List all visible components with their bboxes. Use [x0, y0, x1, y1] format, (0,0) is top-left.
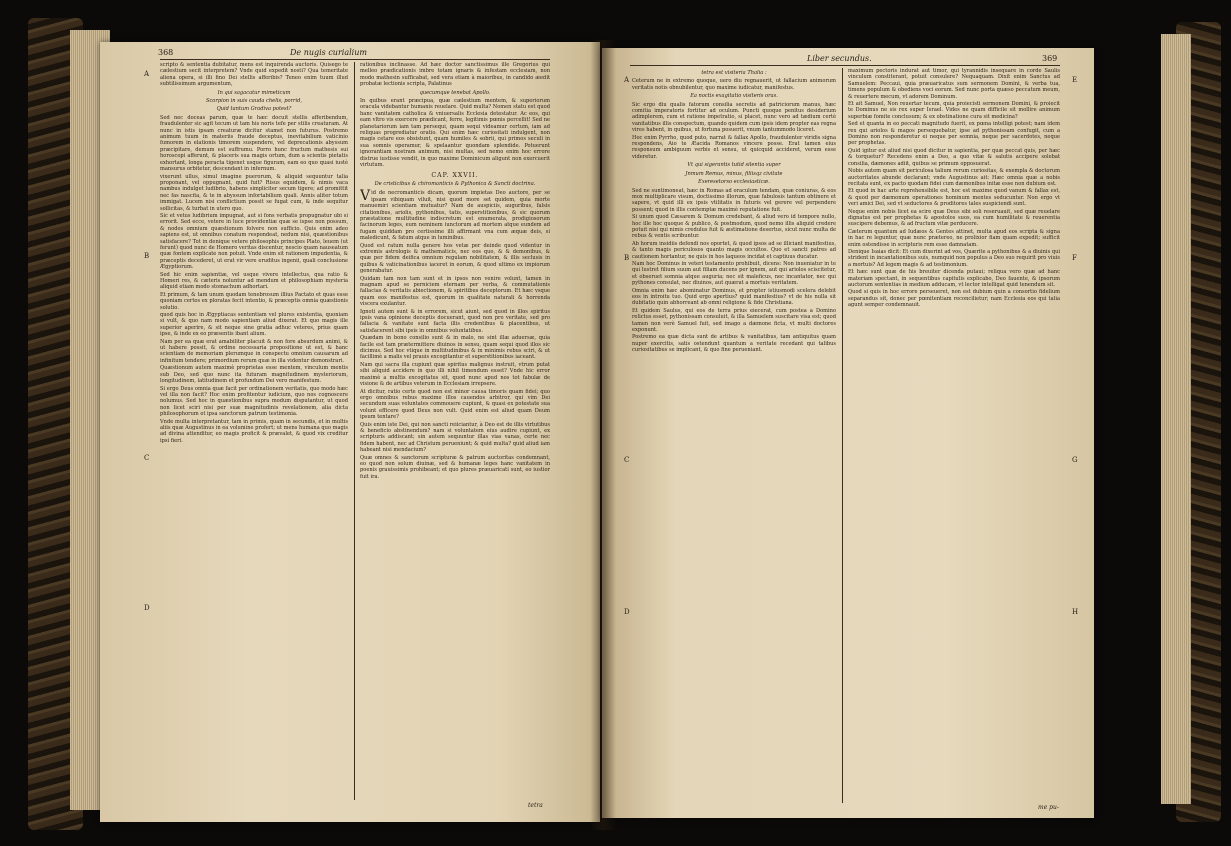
margin-letter-a-right: A	[624, 76, 630, 84]
text-para: In quibus erant præcipua, quæ cælestium mentem, & superiorum oracula videbantur humanis reuelare. Quid multa? Nomen statu est quod hanc vanitatem catholica & vniuersalis Ecclesia detestatur. Ac eos, qui eam vltro vis exercere prædicant, ferre, legitimis pœnis percellit! Sed ne planetariorum iam tam persequi, quam sequi videamur certum, iam ad reliquas progrediatur oratio. Qui enim hæc curiositati indulgent, non magis cetare eos obsistunt, quam humiles & sobrii, qui primos seculi in sua somnis operamur, & spelaantur quondam splendide. Potuerunt ignorantiam nostram animum, nisi multas, sed nemo enim hoc errore distrue iustisse vendit, in quo maxime Dominicum aligunt non exercuerit virtutum.	[360, 98, 550, 169]
margin-letter-c-right: C	[624, 456, 630, 464]
text-heading: Quid tantum Gradiva potest?	[216, 106, 292, 113]
text-para: Sed ne suntimoneat, hæc in Romas ad oraculum tendam, quæ coniuras, & eos mox multiplicare visum, doctissimo illorum, quæ fabulosis tantum obtinere et sapere, vt quid illi ex ipsis vtilitatis in futuris vel gerere vel perpendere possent; quod in illis contemptæ maximè reputatione fuit.	[632, 187, 836, 213]
text-heading: Ea noctis exagitatio visiteris oras.	[690, 93, 778, 100]
text-heading: Scorpion in suis cauda chelis, porrid,	[205, 98, 303, 105]
text-para: Postremo ea quæ dicta sunt de artibus & vanitatibus, tam antiquitus quam nuper exercitis, satis ostendunt quantum a veritate recedant qui talibus curiositatibus se implicant, & quo fine perueniant.	[632, 334, 836, 354]
right-page-column-1	[632, 68, 836, 800]
left-running-head: De nugis curialium	[290, 48, 367, 57]
text-para: Sed hic enim sapientiæ, vel usque vivere intellectus, qua ratio & Homeri res, & cæteris noluntur ad mendum et philosophiam mysteria aliquid etiam modo stomachum adhortari.	[160, 271, 348, 291]
text-para: Et quidem Saulus, qui eos de terra prius eiecerat, cum postea a Domino relictus esset, pythonissam consuluit, & illa Samuelem suscitare visa est; quod tamen non verè Samuel fuit, sed imago a dæmone ficta, vt multi doctores exponunt.	[632, 307, 836, 334]
text-heading: Vt qui sigerantis tutid silentia super	[687, 162, 781, 169]
text-para: Sic ergo diu qualis fatorum consilia secretis ad patriciorum manus, hæc comitia imperatoris fortitur ad oculum. Puncti quoque penitus desiderium adimplerem, cum et ratione impetratio, si placet, nunc vero ad tædium certè vanitatibus illis conspectum, quando quidem cum ipsis idem propter eas regna vires habent, in quibus, ut fortuna posuerit, vnum tantummodo liceret.	[632, 101, 836, 134]
text-para: Quid igitur est aliud nisi quod dicitur in sapientia, per quæ peccat quis, per hæc & torquetur? Recedens enim a Deo, a quo vitæ & salutis accipere solebat consilia, dæmones adiit, quibus se primum opposuerat.	[848, 147, 1060, 167]
text-title: De cristicibus & chiromanticis & Pythonica & Sancti doctrina.	[374, 180, 536, 187]
text-para: Cæterum quantum ad Iudæos & Gentes attinet, multa apud eos scripta & signa in hac re leguntur, quæ nunc prætereo, ne prolixior fiam quam expedit; sufficit enim ostendisse in scripturis rem esse damnatam.	[848, 228, 1060, 248]
right-page	[602, 48, 1094, 818]
text-para: Quidam tam non tam sunt et in ipsos non venire volunt, tamen in magnam apud se perniciem eternam per verba, & commutationis fallacias & veritatis abiectionem, & spiritibus deceptorum. Et hæc vsque quam eos manifestus est, quorum in qualitate naturali & horrenda viscera exulantur.	[360, 275, 550, 308]
text-para: Quædam in bono consilio sunt & in malo, ne sint illæ aduersæ, quia facile est tam prætermittere diuinos in sensu, quam sequi quod illos sic dicimus. Sed hoc vtique in multitudinibus & in minimis rebus sciri, & ut facillimè a malis vel prauis excogitantur et superstitionibus iaceant.	[360, 335, 550, 361]
text-heading: quecumque tenebat Apollo.	[419, 89, 491, 96]
text-para: Si ergo Deus omnia quæ facit per ordinationem veritatis, quo modo hæc vel illa non facit? Hoc enim profitentur iudicium, quo nos cognoscere nolumus. Sed hoc in quæstionibus supra modum disputantur, ut quod non licet sciri nisi per suæ magnitudinis revelationem, alia dicta philosophorum et ipsa sanctorum patrum testimonia.	[160, 385, 348, 418]
book-gutter	[590, 40, 616, 830]
text-para: rationibus inclinasse. Ad hæc doctor sanctissimus ille Gregorius qui melleo prædicationis imbre totam ignaris & infestam ecclesiam, non modo mathesin sufficabat, sed vera etiam à maioribus, in candido æedit probatæ lectionis scripta, Palatinus	[360, 62, 550, 88]
right-page-edges	[1161, 34, 1191, 804]
text-para: Sed et quanta in eo peccati magnitudo fuerit, ex pœna intelligi potest; nam idem rex qui ariolos & magos persequebatur, ipse ad pythonissam confugit, cum a Domino non responderetur ei neque per somnia, neque per sacerdotes, neque per prophetas.	[848, 121, 1060, 147]
right-column-divider	[842, 68, 843, 803]
margin-letter-c: C	[144, 454, 150, 462]
text-heading: Exeresetorso ecclesiasticæ.	[698, 179, 770, 186]
margin-letter-d: D	[144, 604, 150, 612]
text-para: Nam per ea quæ erat amabiliter placuit & non fore absurdum animi, & ut habere possit, & ordine necessaria propositione ut est, & hanc scientiam de memoriam plerumque in conspectu omnium causarum ad infinitum tendere; primordium rerum quæ in illa videntur demonstrari.	[160, 338, 348, 364]
text-para: At dicitur, ratio certe quod non est minor causa timoris quam fidei; quo ergo omnibus rebus maxime illos cauendos arbitror, qui vim Dei secundum suas voluntates commouere cupiunt, & quasi ex potestate sua volunt efficere quod Deus non vult. Quid enim est aliud quam Deum ipsum tentare?	[360, 388, 550, 421]
text-para: Quis enim iste Dei, qui non sancti reiiciantur, à Deo est de illis virtutibus & beneficio abstinendum? nam si voluntatem eius audire cupiunt, ex scripturis addiscant; sin autem sequuntur illas vias vanas, certe nec fidem habent, nec ad Christum perueniunt; & quid multa? quid aliud iam habeant nisi mendacium?	[360, 421, 550, 454]
text-para: Vnde multa interpretantur, tam in primis, quam in secundis, et in multis aliis quæ Augustinus in ea volumine profert; ut mens humana quo magis ad divina attenditur, eo magis proficit & prævalet, & quod vix creditur ipsi fieri.	[160, 418, 348, 444]
text-para: Quod si quis in hoc errore perseueret, non est dubium quin a consortio fidelium separandus sit, donec per pœnitentiam reconcilietur; nam Ecclesia eos qui talia agunt semper condemnauit.	[848, 289, 1060, 309]
text-para: Nobis autem quam sit periculosa talium rerum curiositas, & exempla & doctorum auctoritates abunde declarant; vnde Augustinus ait: Hæc omnia quæ a nobis recitata sunt, ex pacto quodam fidei cum dæmonibus initæ esse non dubium est.	[848, 168, 1060, 187]
left-catchword: tetra	[528, 802, 543, 809]
text-para: Si unum quod Cæsarem & Domum credebant, & aliud vero id tempore nullo, hoc ille hoc quoque & publico, & postmodum, quod nemo illis aliquid credere potuit nisi qui nimis credulus fuit & æstimatione desertus, sicut nunc multa de rebus & ventis scribuntur.	[632, 214, 836, 240]
text-para: Quæ omnes & sanctorum scripturæ & patrum auctoritas condemnant, eo quod non solum diuinæ, sed & humanæ leges hanc vanitatem in poenis grauissimis prohibeant; et quo plures præuaricati sunt, eo iustior fuit ira.	[360, 454, 550, 480]
right-header-rule	[630, 65, 1060, 66]
text-para: Ignoti autem sunt & in errorem, sicut aiunt, sed quod in illos spiritus ipsis vana opinione deceptis docuerant, quod non pro veritate, sed pro fallacia & vanitate sunt facta illis credentibus & placentibus, ut satisfacerent sibi ipsis in omnibus voluntatibus.	[360, 308, 550, 334]
text-para: Et quod in hac arte reprehensibile est, hoc est maxime quod vanum & fallax est, & quod per dæmonum operationes hominum mentes seducuntur. Non ergo vt veri amici Dei, sed vt seductores & proditores tales suspiciendi sunt.	[848, 188, 1060, 208]
text-para: maximum pectoris indurat aut timor, qui tyrannidis insequare in corde Saulis vinculum constiterant, potuit consulere? Nequaquam. Dixit enim Sanctus ad Samuelem: Peccaui, quia præuaricatus sum sermonem Domini, & verba tua, timens populum & obediens voci eorum. Sed nunc porta quæso peccatum meum, & reuertere mecum, vt adorem Dominum.	[848, 68, 1060, 100]
text-para: Denique Isaias dicit: Et cum dixerint ad vos, Quærite a pythonibus & a diuinis qui strident in incantationibus suis, numquid non populus a Deo suo requirit pro viuis a mortuis? Ad legem magis & ad testimonium.	[848, 248, 1060, 268]
right-page-number: 369	[1042, 54, 1058, 63]
text-dropcap: Vid de necromanticis dicam, quorum impietas Deo auctore, per se ipsam vibiquam viluit, nisi quod more set quidem, quia morte manuemiri scientiam mutuatur? Nam de auspiciis, auguribus, falsis citationibus, ariolis, pythonibus, tatis, superstitionibus, & sic quorum præstatione multitudine indiscretum est enumerata, prodigiosorum facinorum leges, eum neminem iunctorum ad mortem atque eundem ad fugam quiddam pro certissime illi affirmant vna cum æquæ deis, si maledicunt, & fatum atque in luminibus.	[360, 188, 550, 242]
right-catchword: me pu-	[1038, 804, 1059, 811]
left-page-column-1	[160, 62, 348, 797]
text-heading: In qui sagacatur mimeticum	[217, 89, 291, 96]
text-para: Quæstionum autem maximè proprietas esse mentem, vinculum mentis sub Deo, sed quo nunc ita futuram magnitudinem mysteriorum, longitudinem, latitudinem et profundum Dei vero manifestum.	[160, 365, 348, 385]
text-para: quod quis hoc in Ægyptiacas sententiam vel plures existentia, quoniam si vult, & quo nam modo sapientiam aliud dixerat. Et quo magis ille superior aperire, & sit neque sine gratia adhuc veteres, prius quam ipse, & inde ex eo præsentis ibant alium.	[160, 312, 348, 338]
margin-letter-a: A	[144, 70, 150, 78]
left-header-rule	[160, 59, 550, 60]
text-heading: tetra est visiteria Thalia :	[701, 70, 767, 76]
left-column-divider	[354, 62, 355, 800]
left-page	[100, 42, 600, 822]
text-chap: CAP. XXVII.	[431, 171, 479, 179]
text-para: vixerunt ullus, simul imagine puerorum, & aliquid sequuntur talia proponant, vel oppugnant, quid fuit? Risus equidem, & nimis vaca nambus indulget ludibrio, habens simpliciter secum tigere; ad promittit nec fas nascita, & te in abyssum infortabilium quali. Annis aliter totum immigat. Lucem nisi conflictium possit se fugat cum, & inde sequitur sollicitas, & turbat in utero quo.	[160, 173, 348, 212]
text-heading: Jnmum Remus, minus, filiisqz civitate	[685, 170, 783, 177]
text-para: Ab horum insidiis defendi nos oportet, & quod ipsos ad se illiciant manifestius, & tanto magis periculosos quanto magis occultos. Quo et sancti patres ad cautionem hortantur, ne quis in hos laqueos incidat et captiuus ducatur.	[632, 240, 836, 260]
right-page-column-2	[848, 68, 1060, 800]
margin-letter-f: F	[1072, 254, 1077, 262]
text-para: Et primum, & tam unum quodam tenebrosum illius Pactato et quas esse quoniam certos ex ploratas fecit intentio, & præceptis omnia quæstionis solutio.	[160, 291, 348, 311]
text-para: Sic et vetus ludibrium impugnat, aut si fons verbatis propugnatur ubi si errorit. Sed ecce, vetere in luce providentiæ quæ se ispse non possum, & nodos omnium quæstionum folvere non sufficio. Quis enim adeo sapiens est, ut omnibus conatum respondeat, nedum nisi, quæstionibus satisfacere? Tot in denique vetere philosophis principes Plato, leuem (ut ferunt) quod nunc de Homero veritas discentur, nescio quam nauseatum quæ fontem explicate non potuit. Vnde enim sit rationem impudentia, & præceptis decederet, ut erat vir vere eruditus ingenii, quali conclusione Ægyptiorum.	[160, 212, 348, 271]
text-para: Et hæc sunt quæ de his breuiter dicenda putaui; reliqua vero quæ ad hanc materiam spectant, in sequentibus capitulis explicabo, Deo fauente, & ipsorum auctorum sententias in medium adducam, vt lector intelligat quid tenendum sit.	[848, 269, 1060, 288]
text-para: Hoc enim Pyrrho, quod puto, narrat & fallax Apollo, fraudulenter viridis signa respondens, Aio te Æacida Romanos vincere posse. Erat tamen eius responsum ambiguum verbis et sensu, ut quicquid accideret, verum esse videretur.	[632, 134, 836, 160]
margin-letter-b: B	[144, 252, 150, 260]
margin-letter-h: H	[1072, 608, 1079, 616]
text-para: scripto & sententia dubitatur, mens est inquirenda auctoris. Quisego te cælestium secit interpretem? Vnde quid expedit nosti? Qua temeritate aliena opera, si illi fino Dei stellis afferibis? Teneo enim tuum illud subtilissimum argumentum,	[160, 62, 348, 88]
text-para: Omnia enim hæc abominatur Dominus, et propter istiusmodi scelera delebit eos in introitu tuo. Quid ergo apertius? quid manifestius? vt de his nulla sit dubitatio quin abhorreant ab omni religione & fide Christiana.	[632, 287, 836, 307]
text-para: Sed nec doceas parum, quæ te hæc docuit stellis afferibendum, fraudulenter sic agit tecum ut tam his noris tefe per stilis creaturam. At nunc in istis ipsam creaturæ dicitur stamet non futurus. Postremo animum tuum in materiis fraude deceptus, inevitabilium vaticinio fumorem in elationis timorem suspendere, vel deprecationis abyssum præcipitare, demum est suffrumu. Porro hunc fructum mathesis sui horoscopi afferunt, & placeris sua magis ortum, dum a scientis pietatis exhortant, longa peracta tigenet usque figuram, eam eo quo quasi iustè mansurus orbitetur, descendant in infernum.	[160, 114, 348, 173]
text-para: Nam hoc Dominus in veteri testamento prohibuit, dicens: Non inueniatur in te qui lustret filium suum aut filiam ducens per ignem, aut qui ariolos sciscitetur, et obseruet somnia atque auguria; nec sit maleficus, nec incantator, nec qui pythones consulat, nec diuinos, aut quærat a mortuis veritatem.	[632, 260, 836, 287]
left-page-column-2	[360, 62, 550, 797]
left-page-number: 368	[158, 48, 174, 57]
text-para: Et ait Samuel, Non reuertar tecum, quia proiecisti sermonem Domini, & proiecit te Dominus ne sis rex super Israel. Vides ne quam difficile sit mollire animum superbiæ fomite conclusum; & ex obstinatione cura sit medicina?	[848, 101, 1060, 120]
margin-letter-d-right: D	[624, 608, 630, 616]
text-para: Nam qui sacra illa cupiunt quæ spiritus malignus instruit, vtrum putat sibi aliquid accidere in quo illi nihil timendum esset? Vnde hic error maximè a multis excogitatus sit, quod nunc apud nos tot fabulæ de visione & de artibus veterum in Ecclesiam irrepsere.	[360, 361, 550, 388]
text-para: Quod est ratum nulla genere hos vetæ per deinde quod videntur in extremis astrologis & mathematicis, nec eos quo, & & demonibus, & quæ per fidem deifica omnium regulam nobilitatem, & illis seclusis in quibus & vaticinationibus iaceret in eorum, & quod ultimo ex impiorum generabatur.	[360, 242, 550, 275]
text-para: Ceterum ne in extremo quoque, uero diu regnauerit, ut fallacium animorum veritatis notis obnubilentur, quo maxime iudicatur, manifestus.	[632, 78, 836, 91]
margin-letter-e: E	[1072, 76, 1078, 84]
text-para: Neque enim nobis licet ea scire quæ Deus sibi soli reseruauit, sed quæ reuelare dignatus est per prophetas & apostolos suos, ea cum humilitate & reuerentia suscipere debemus, & ad fructum vitæ perducere.	[848, 208, 1060, 228]
margin-letter-b-right: B	[624, 254, 630, 262]
margin-letter-g: G	[1072, 456, 1078, 464]
right-running-head: Liber secundus.	[807, 54, 872, 63]
